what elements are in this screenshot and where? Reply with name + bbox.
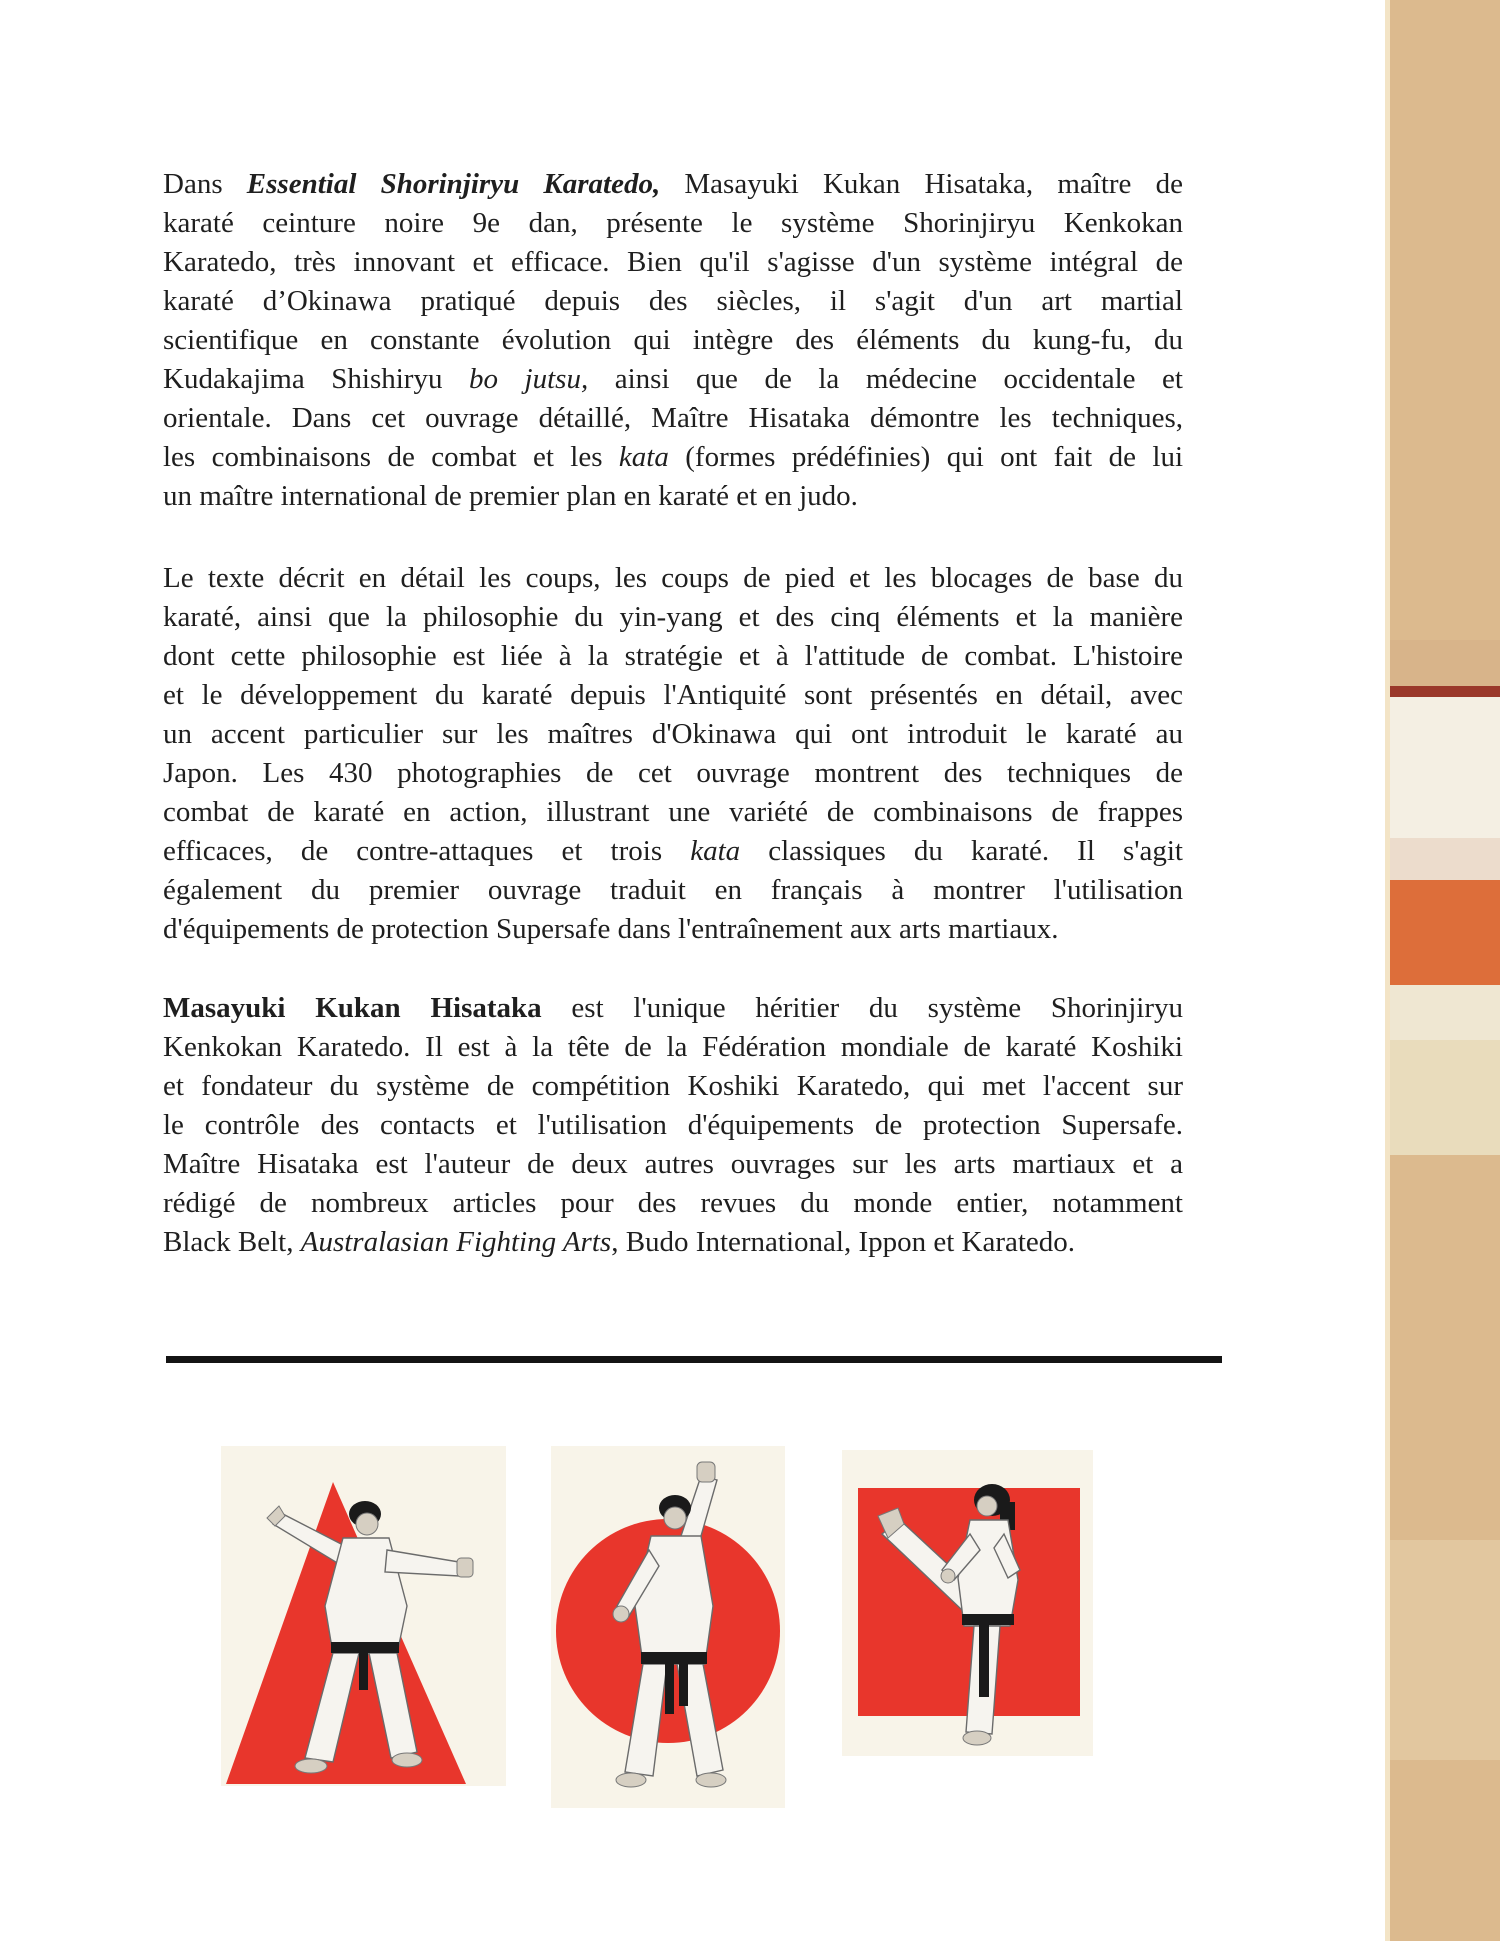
paragraph-intro	[163, 165, 1183, 516]
text-segment: un maître international de premier plan en karaté et en judo.	[163, 480, 858, 512]
text-segment: kata	[618, 441, 669, 473]
cover-photo-edge-strip	[1385, 0, 1500, 1941]
text-line	[163, 1028, 1183, 1067]
text-segment: Australasian Fighting Arts	[300, 1226, 612, 1258]
text-segment: Masayuki Kukan Hisataka, maître de	[660, 168, 1183, 200]
text-segment: et le développement du karaté depuis l'Antiquité sont présentés en détail, avec	[163, 679, 1183, 711]
text-segment: kata	[690, 835, 741, 867]
text-line	[163, 1184, 1183, 1223]
text-segment: un accent particulier sur les maîtres d'Okinawa qui ont introduit le karaté au	[163, 718, 1183, 750]
text-line	[163, 989, 1183, 1028]
text-line	[163, 559, 1183, 598]
karate-block-illustration	[551, 1446, 785, 1808]
text-line	[163, 204, 1183, 243]
text-segment: Karatedo, très innovant et efficace. Bien qu'il s'agisse d'un système intégral de	[163, 246, 1183, 278]
text-segment: Essential Shorinjiryu Karatedo,	[246, 168, 661, 200]
paragraph-description	[163, 559, 1183, 949]
text-line	[163, 871, 1183, 910]
text-line	[163, 793, 1183, 832]
text-line	[163, 598, 1183, 637]
text-segment: ainsi que de la médecine occidentale et	[588, 363, 1183, 395]
karate-photo-triangle	[221, 1446, 506, 1786]
karate-kick-illustration	[842, 1450, 1093, 1756]
text-segment: Dans	[163, 168, 247, 200]
karate-photo-circle	[551, 1446, 785, 1808]
text-segment: les combinaisons de combat et les	[163, 441, 619, 473]
text-segment: Japon. Les 430 photographies de cet ouvrage montrent des techniques de	[163, 757, 1183, 789]
text-segment: Maître Hisataka est l'auteur de deux autres ouvrages sur les arts martiaux et a	[163, 1148, 1183, 1180]
text-segment: également du premier ouvrage traduit en français à montrer l'utilisation	[163, 874, 1183, 906]
text-line	[163, 477, 1183, 516]
karate-punch-illustration	[221, 1446, 506, 1786]
text-segment: Le texte décrit en détail les coups, les coups de pied et les blocages de base du	[163, 562, 1183, 594]
text-line	[163, 243, 1183, 282]
text-segment: (formes prédéfinies) qui ont fait de lui	[668, 441, 1184, 473]
text-segment: Kudakajima Shishiryu	[163, 363, 469, 395]
text-segment: et fondateur du système de compétition Koshiki Karatedo, qui met l'accent sur	[163, 1070, 1183, 1102]
text-segment: , Budo International, Ippon et Karatedo.	[611, 1226, 1076, 1258]
text-segment: orientale. Dans cet ouvrage détaillé, Maître Hisataka démontre les techniques,	[163, 402, 1183, 434]
text-line	[163, 715, 1183, 754]
text-segment: scientifique en constante évolution qui intègre des éléments du kung-fu, du	[163, 324, 1183, 356]
text-line	[163, 1106, 1183, 1145]
text-line	[163, 754, 1183, 793]
text-segment: est l'unique héritier du système Shorinjiryu	[541, 992, 1183, 1024]
text-segment: d'équipements de protection Supersafe dans l'entraînement aux arts martiaux.	[163, 913, 1059, 945]
text-line	[163, 637, 1183, 676]
text-segment: classiques du karaté. Il s'agit	[740, 835, 1183, 867]
text-segment: karaté, ainsi que la philosophie du yin-yang et des cinq éléments et la manière	[163, 601, 1183, 633]
text-line	[163, 1223, 1183, 1262]
text-line	[163, 165, 1183, 204]
text-line	[163, 1145, 1183, 1184]
text-segment: bo jutsu,	[469, 363, 589, 395]
text-segment: Kenkokan Karatedo. Il est à la tête de la Fédération mondiale de karaté Koshiki	[163, 1031, 1183, 1063]
text-line	[163, 832, 1183, 871]
text-line	[163, 399, 1183, 438]
text-line	[163, 438, 1183, 477]
horizontal-divider-rule	[166, 1356, 1222, 1363]
text-segment: karaté ceinture noire 9e dan, présente le système Shorinjiryu Kenkokan	[163, 207, 1183, 239]
text-segment: karaté d’Okinawa pratiqué depuis des siècles, il s'agit d'un art martial	[163, 285, 1183, 317]
text-segment: le contrôle des contacts et l'utilisation d'équipements de protection Supersafe.	[163, 1109, 1183, 1141]
text-segment: efficaces, de contre-attaques et trois	[163, 835, 691, 867]
text-line	[163, 910, 1183, 949]
karate-photo-square	[842, 1450, 1093, 1756]
text-segment: rédigé de nombreux articles pour des revues du monde entier, notamment	[163, 1187, 1183, 1219]
text-line	[163, 1067, 1183, 1106]
text-segment: combat de karaté en action, illustrant une variété de combinaisons de frappes	[163, 796, 1183, 828]
text-segment: Black Belt,	[163, 1226, 301, 1258]
text-line	[163, 676, 1183, 715]
paragraph-author	[163, 989, 1183, 1262]
text-line	[163, 282, 1183, 321]
text-line	[163, 321, 1183, 360]
text-segment: dont cette philosophie est liée à la stratégie et à l'attitude de combat. L'histoire	[163, 640, 1183, 672]
text-line	[163, 360, 1183, 399]
text-segment: Masayuki Kukan Hisataka	[163, 992, 542, 1024]
